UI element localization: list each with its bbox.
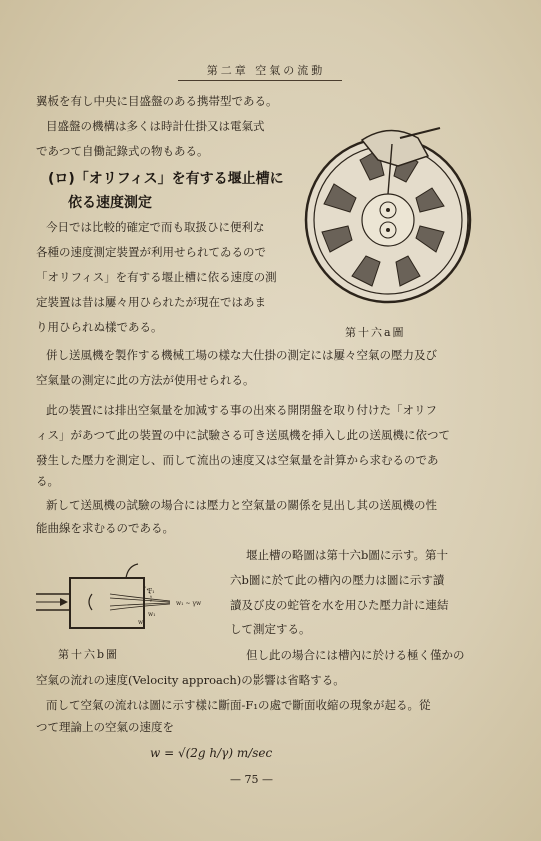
text-line: 此の裝置には排出空氣量を加減する事の出來る開閉盤を取り付けた「オリフ bbox=[46, 403, 437, 417]
text-line: 翼板を有し中央に目盛盤のある携帯型である。 bbox=[36, 94, 278, 108]
label-w: w bbox=[138, 619, 144, 626]
text-line: 但し此の場合には槽內に於ける極く僅かの bbox=[246, 648, 465, 662]
text-line: 併し送風機を製作する機械工場の樣な大仕掛の測定には屢々空氣の壓力及び bbox=[46, 348, 437, 362]
text-line: 新して送風機の試驗の場合には壓力と空氣量の關係を見出し其の送風機の性 bbox=[46, 498, 437, 512]
header-rule bbox=[178, 80, 342, 81]
text-line: 六b圖に於て此の槽內の壓力は圖に示す讀 bbox=[230, 573, 445, 587]
text-line: ィス」があつて此の裝置の中に試驗さる可き送風機を挿入し此の送風機に依つて bbox=[36, 428, 450, 442]
label-w1: w₁ bbox=[148, 611, 156, 618]
text-line: 讀及び皮の蛇管を水を用ひた壓力計に連結 bbox=[230, 598, 449, 612]
figure-16b-orifice-chamber bbox=[30, 560, 230, 640]
running-header: 第二章 空氣の流動 bbox=[206, 64, 326, 77]
text-line: つて理論上の空氣の速度を bbox=[36, 720, 174, 734]
text-line: 空氣の流れの速度(Velocity approach)の影響は省略する。 bbox=[36, 673, 345, 687]
text-line: 目盛盤の機構は多くは時計仕掛又は電氣式 bbox=[46, 119, 265, 133]
text-line: 發生した壓力を測定し、而して流出の速度又は空氣量を計算から求むるのであ bbox=[36, 453, 439, 467]
text-line: 「オリフィス」を有する堰止槽に依る速度の測 bbox=[36, 270, 277, 284]
text-line: る。 bbox=[36, 474, 59, 488]
label-f1: F₁ bbox=[148, 588, 155, 595]
text-line: 堰止槽の略圖は第十六b圖に示す。第十 bbox=[246, 548, 448, 562]
text-line: り用ひられぬ樣である。 bbox=[36, 320, 163, 334]
figure-16a-blower bbox=[300, 120, 480, 320]
text-line: 定裝置は昔は屢々用ひられたが現在ではあま bbox=[36, 295, 266, 309]
text-line: 空氣量の測定に此の方法が使用せられる。 bbox=[36, 373, 255, 387]
text-line: 今日では比較的確定で而も取扱ひに便利な bbox=[46, 220, 265, 234]
section-heading: (ロ)「オリフィス」を有する堰止槽に bbox=[48, 171, 284, 187]
text-line: 能曲線を求むるのである。 bbox=[36, 521, 174, 535]
text-line: であつて自働記錄式の物もある。 bbox=[36, 144, 209, 158]
section-heading-cont: 依る速度測定 bbox=[68, 195, 152, 211]
text-line: 各種の速度測定裝置が利用せられてゐるので bbox=[36, 245, 266, 259]
page-number: — 75 — bbox=[230, 773, 273, 786]
figure-16b-caption: 第十六b圖 bbox=[58, 648, 120, 661]
label-flow: w₁ ~ γw bbox=[176, 600, 202, 607]
text-line: 而して空氣の流れは圖に示す樣に斷面-F₁の處で斷面收縮の現象が起る。從 bbox=[46, 698, 431, 712]
velocity-formula: w = √(2g h/γ) m/sec bbox=[150, 746, 273, 760]
text-line: して測定する。 bbox=[230, 622, 311, 636]
figure-16a-caption: 第十六a圖 bbox=[345, 326, 406, 339]
